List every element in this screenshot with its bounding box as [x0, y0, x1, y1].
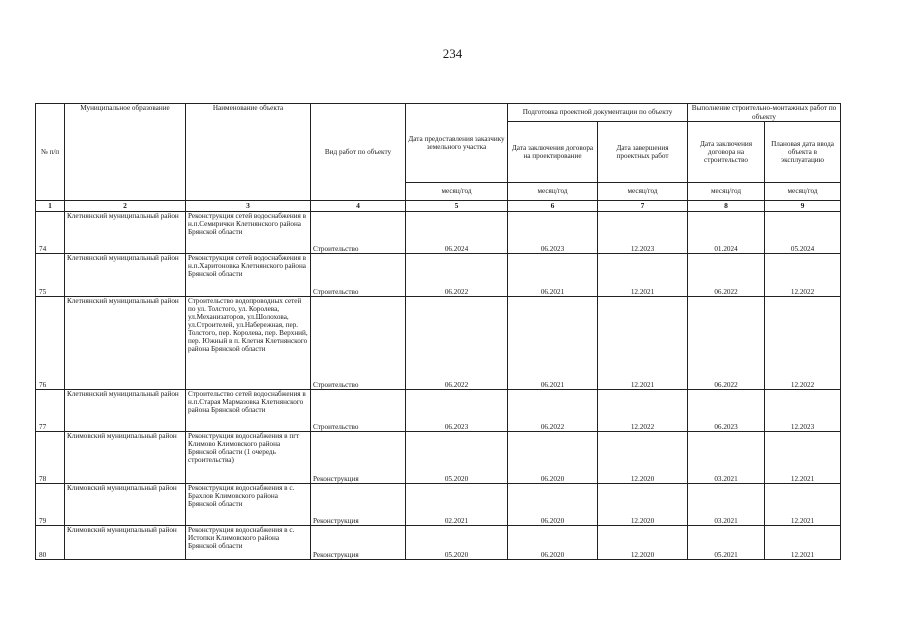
unit-label: месяц/год [765, 183, 841, 201]
row-number: 78 [36, 432, 65, 484]
header-num: № п/п [36, 104, 65, 201]
land-date-cell: 06.2022 [406, 254, 508, 297]
construction-contract-cell: 03.2021 [688, 432, 765, 484]
table-row [36, 526, 841, 560]
commissioning-cell: 12.2021 [765, 432, 841, 484]
header-design-group: Подготовка проектной документации по объекту [508, 104, 688, 122]
design-complete-cell: 12.2022 [598, 390, 688, 432]
municipality-cell: Клетнянский муниципальный район [65, 297, 186, 390]
construction-contract-cell: 06.2022 [688, 254, 765, 297]
column-number: 8 [688, 201, 765, 212]
design-contract-cell: 06.2020 [508, 526, 598, 560]
design-complete-cell: 12.2023 [598, 212, 688, 254]
work-type-cell: Строительство [311, 390, 406, 432]
unit-label: месяц/год [406, 183, 508, 201]
work-type-cell: Реконструкция [311, 484, 406, 526]
construction-contract-cell: 01.2024 [688, 212, 765, 254]
object-name-cell: Строительство водопроводных сетей по ул. Толстого, ул. Королева, ул.Механизаторов, ул.Шолохова, ул.Строителей, ул.Набережная, пер. Толстого, пер. Королева, пер. Верхний, пер. Южный в п. Клетня Клетнянского района Брянской области [186, 297, 311, 390]
municipality-cell: Клетнянский муниципальный район [65, 254, 186, 297]
municipality-cell: Климовский муниципальный район [65, 484, 186, 526]
land-date-cell: 05.2020 [406, 432, 508, 484]
design-complete-cell: 12.2021 [598, 254, 688, 297]
object-name-cell: Реконструкция сетей водоснабжения в н.п.Семирички Клетнянского района Брянской области [186, 212, 311, 254]
design-contract-cell: 06.2023 [508, 212, 598, 254]
municipality-cell: Клетнянский муниципальный район [65, 212, 186, 254]
land-date-cell: 06.2024 [406, 212, 508, 254]
page-number: 234 [442, 46, 463, 61]
row-number: 75 [36, 254, 65, 297]
column-number: 2 [65, 201, 186, 212]
column-number: 6 [508, 201, 598, 212]
design-complete-cell: 12.2021 [598, 297, 688, 390]
column-number: 1 [36, 201, 65, 212]
land-date-cell: 06.2022 [406, 297, 508, 390]
header-municipality: Муниципальное образование [65, 104, 186, 201]
table-row [36, 484, 841, 526]
construction-contract-cell: 05.2021 [688, 526, 765, 560]
design-contract-cell: 06.2021 [508, 297, 598, 390]
row-number: 80 [36, 526, 65, 560]
column-number: 5 [406, 201, 508, 212]
header-construction-group: Выполнение строительно-монтажных работ по объекту [688, 104, 841, 122]
design-contract-cell: 06.2020 [508, 432, 598, 484]
land-date-cell: 05.2020 [406, 526, 508, 560]
object-name-cell: Реконструкция водоснабжения в с. Брахлов Климовского района Брянской области [186, 484, 311, 526]
object-name-cell: Строительство сетей водоснабжения в н.п.Старая Мармазовка Клетнянского района Брянской области [186, 390, 311, 432]
municipality-cell: Климовский муниципальный район [65, 432, 186, 484]
design-contract-cell: 06.2021 [508, 254, 598, 297]
row-number: 76 [36, 297, 65, 390]
design-complete-cell: 12.2020 [598, 484, 688, 526]
header-land-date: Дата предоставления заказчику земельного участка [406, 104, 508, 183]
row-number: 79 [36, 484, 65, 526]
work-type-cell: Реконструкция [311, 432, 406, 484]
column-number: 7 [598, 201, 688, 212]
objects-table [35, 103, 841, 560]
column-number: 3 [186, 201, 311, 212]
land-date-cell: 06.2023 [406, 390, 508, 432]
design-complete-cell: 12.2020 [598, 526, 688, 560]
table-row [36, 390, 841, 432]
unit-label: месяц/год [598, 183, 688, 201]
commissioning-cell: 05.2024 [765, 212, 841, 254]
row-number: 74 [36, 212, 65, 254]
header-commissioning: Плановая дата ввода объекта в эксплуатацию [765, 122, 841, 183]
header-design-contract: Дата заключения договора на проектирование [508, 122, 598, 183]
work-type-cell: Строительство [311, 254, 406, 297]
commissioning-cell: 12.2021 [765, 484, 841, 526]
table-row [36, 432, 841, 484]
table-row [36, 254, 841, 297]
commissioning-cell: 12.2022 [765, 254, 841, 297]
commissioning-cell: 12.2023 [765, 390, 841, 432]
unit-label: месяц/год [688, 183, 765, 201]
construction-contract-cell: 06.2023 [688, 390, 765, 432]
object-name-cell: Реконструкция водоснабжения в с. Истопки Климовского района Брянской области [186, 526, 311, 560]
commissioning-cell: 12.2022 [765, 297, 841, 390]
header-object-name: Наименование объекта [186, 104, 311, 201]
object-name-cell: Реконструкция сетей водоснабжения в н.п.Харитоновка Клетнянского района Брянской области [186, 254, 311, 297]
design-complete-cell: 12.2020 [598, 432, 688, 484]
work-type-cell: Строительство [311, 297, 406, 390]
object-name-cell: Реконструкция водоснабжения в пгт Климово Климовского района Брянской области (1 очередь строительства) [186, 432, 311, 484]
design-contract-cell: 06.2022 [508, 390, 598, 432]
header-construction-contract: Дата заключения договора на строительство [688, 122, 765, 183]
land-date-cell: 02.2021 [406, 484, 508, 526]
work-type-cell: Строительство [311, 212, 406, 254]
table-row [36, 297, 841, 390]
row-number: 77 [36, 390, 65, 432]
header-design-complete: Дата завершения проектных работ [598, 122, 688, 183]
column-number: 9 [765, 201, 841, 212]
header-work-type: Вид работ по объекту [311, 104, 406, 201]
unit-label: месяц/год [508, 183, 598, 201]
design-contract-cell: 06.2020 [508, 484, 598, 526]
municipality-cell: Климовский муниципальный район [65, 526, 186, 560]
municipality-cell: Клетнянский муниципальный район [65, 390, 186, 432]
column-number: 4 [311, 201, 406, 212]
construction-contract-cell: 06.2022 [688, 297, 765, 390]
commissioning-cell: 12.2021 [765, 526, 841, 560]
table-row [36, 212, 841, 254]
construction-contract-cell: 03.2021 [688, 484, 765, 526]
work-type-cell: Реконструкция [311, 526, 406, 560]
